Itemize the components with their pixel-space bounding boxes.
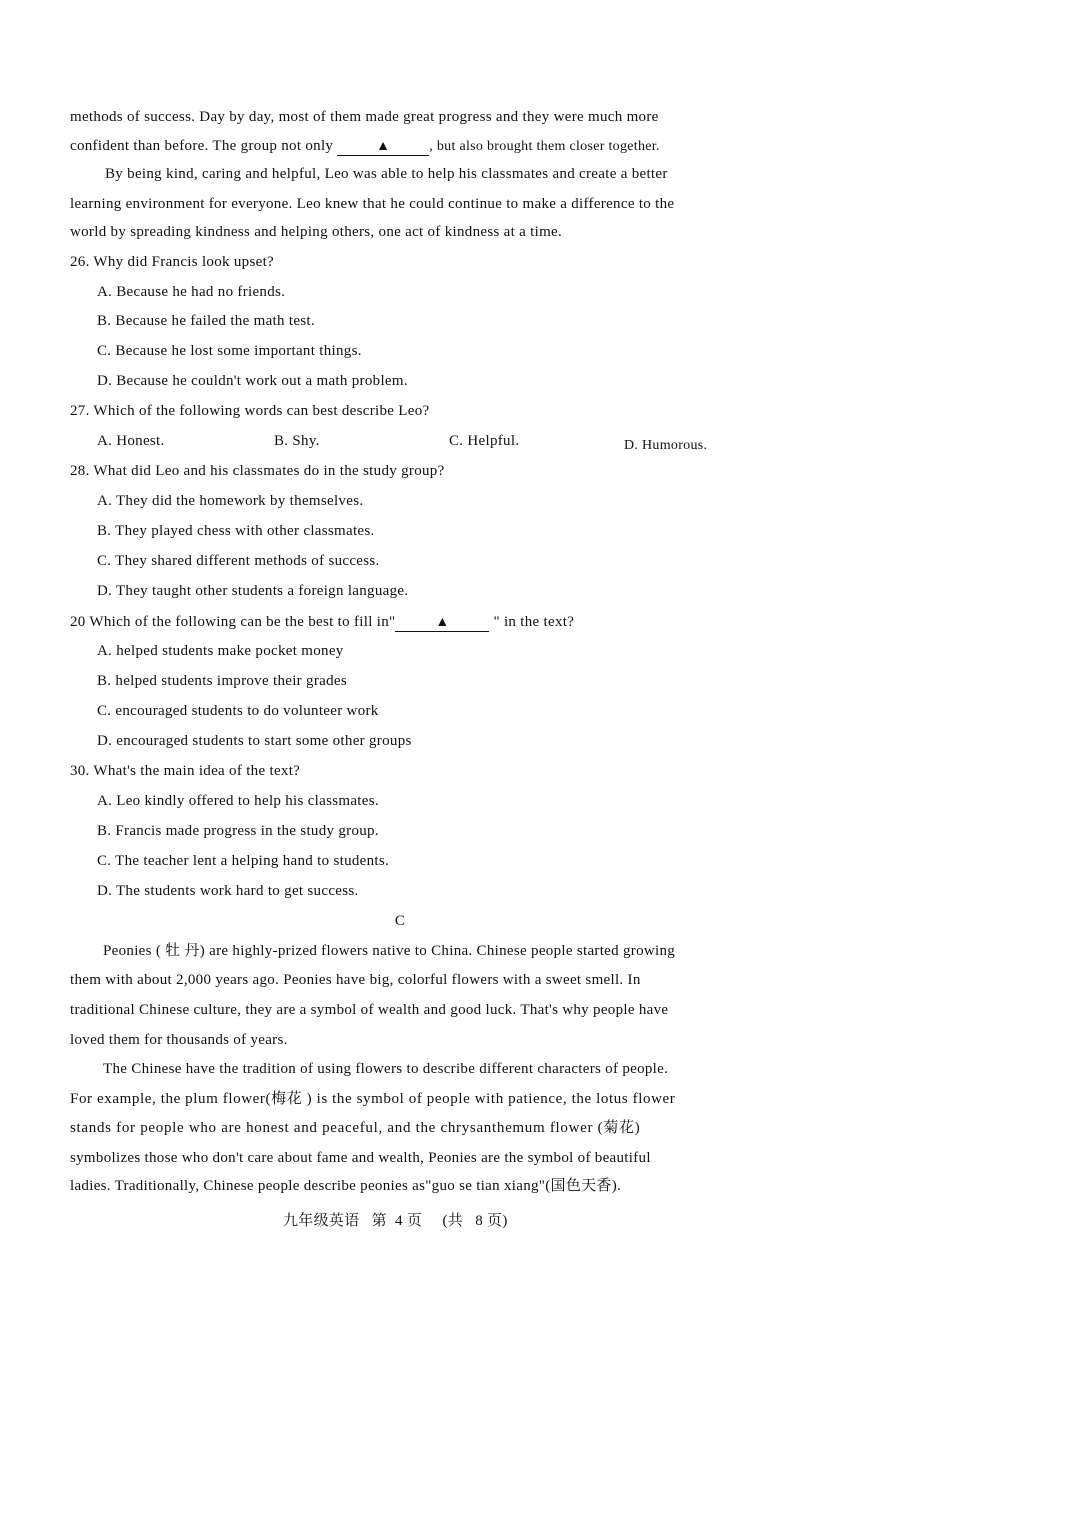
passage-b-line: learning environment for everyone. Leo knew that he could continue to make a difference to the (70, 196, 675, 212)
question-stem-text: " in the text? (489, 614, 575, 630)
passage-c-line: symbolizes those who don't care about fame and wealth, Peonies are the symbol of beautiful (70, 1150, 651, 1166)
passage-c-line: loved them for thousands of years. (70, 1032, 288, 1048)
option: A. Honest. (97, 433, 165, 449)
question-stem-with-blank (70, 612, 574, 632)
passage-c-line: traditional Chinese culture, they are a symbol of wealth and good luck. That's why people have (70, 1002, 669, 1018)
option: A. They did the homework by themselves. (97, 493, 364, 509)
passage-b-line-with-blank (70, 136, 660, 157)
question-stem: 26. Why did Francis look upset? (70, 254, 274, 270)
option: B. Shy. (274, 433, 320, 449)
answer-blank: ▲ (337, 139, 429, 156)
question-stem: 28. What did Leo and his classmates do in the study group? (70, 463, 445, 479)
option: A. helped students make pocket money (97, 643, 344, 659)
option: B. Francis made progress in the study group. (97, 823, 379, 839)
passage-b-line: methods of success. Day by day, most of them made great progress and they were much more (70, 109, 659, 125)
option: D. encouraged students to start some other groups (97, 733, 412, 749)
passage-c-line: The Chinese have the tradition of using flowers to describe different characters of people. (103, 1061, 669, 1077)
answer-blank: ▲ (395, 615, 489, 632)
passage-c-line: For example, the plum flower(梅花 ) is the symbol of people with patience, the lotus flower (70, 1091, 676, 1107)
question-stem-text: 20 Which of the following can be the best to fill in" (70, 614, 396, 630)
page-footer: 九年级英语 第 4 页 (共 8 页) (283, 1213, 508, 1229)
option: D. Humorous. (624, 438, 708, 453)
option: C. Because he lost some important things. (97, 343, 362, 359)
option: C. encouraged students to do volunteer work (97, 703, 379, 719)
option: C. They shared different methods of success. (97, 553, 380, 569)
option: C. Helpful. (449, 433, 520, 449)
option: D. They taught other students a foreign language. (97, 583, 409, 599)
option: C. The teacher lent a helping hand to students. (97, 853, 390, 869)
option: D. The students work hard to get success. (97, 883, 359, 899)
passage-c-line: stands for people who are honest and peaceful, and the chrysanthemum flower (菊花) (70, 1120, 641, 1136)
question-stem: 30. What's the main idea of the text? (70, 763, 301, 779)
option: A. Because he had no friends. (97, 284, 286, 300)
passage-b-text: confident than before. The group not only (70, 138, 338, 154)
passage-c-line: them with about 2,000 years ago. Peonies have big, colorful flowers with a sweet smell. In (70, 972, 641, 988)
section-heading: C (394, 913, 406, 929)
passage-c-line: Peonies ( 牡 丹) are highly-prized flowers native to China. Chinese people started growing (103, 943, 676, 959)
option: B. Because he failed the math test. (97, 313, 315, 329)
option: A. Leo kindly offered to help his classmates. (97, 793, 379, 809)
option: B. They played chess with other classmates. (97, 523, 375, 539)
passage-b-line: By being kind, caring and helpful, Leo was able to help his classmates and create a better (105, 166, 668, 182)
passage-c-line: ladies. Traditionally, Chinese people describe peonies as"guo se tian xiang"(国色天香). (70, 1178, 622, 1194)
option: D. Because he couldn't work out a math problem. (97, 373, 408, 389)
passage-b-line: world by spreading kindness and helping others, one act of kindness at a time. (70, 224, 563, 240)
question-stem: 27. Which of the following words can best describe Leo? (70, 403, 430, 419)
passage-b-text: , but also brought them closer together. (429, 139, 660, 154)
option: B. helped students improve their grades (97, 673, 347, 689)
